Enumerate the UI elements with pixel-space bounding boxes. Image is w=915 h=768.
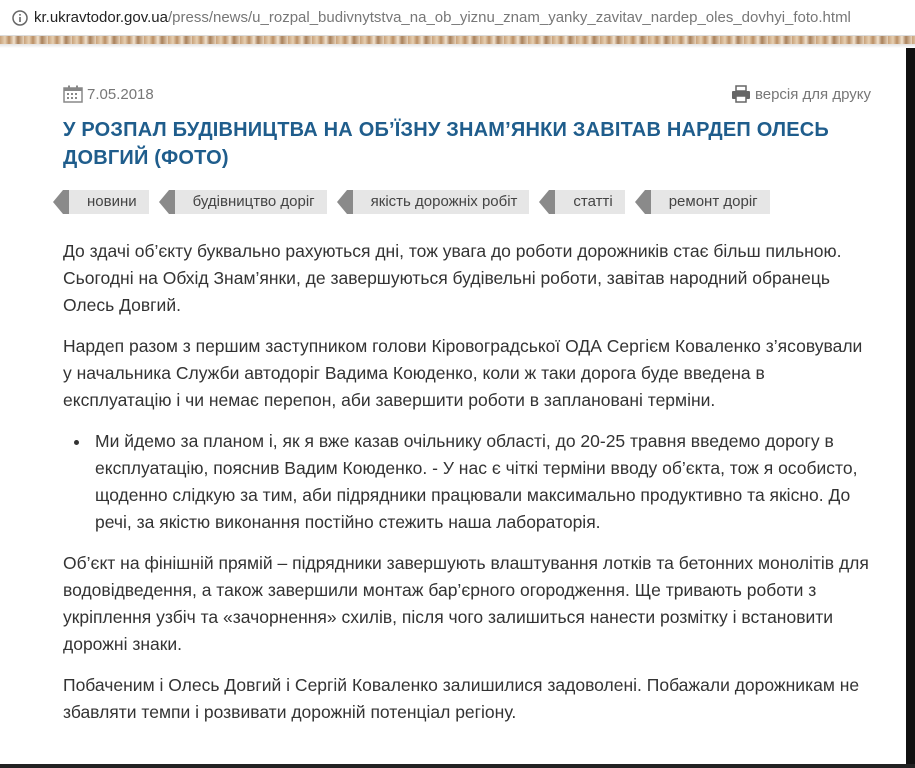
printer-icon (731, 85, 751, 103)
url-path: /press/news/u_rozpal_budivnytstva_na_ob_yiznu_znam_yanky_zavitav_nardep_oles_dovhyi_foto.html (167, 9, 851, 26)
paragraph: Побаченим і Олесь Довгий і Сергій Коваленко залишилися задоволені. Побажали дорожникам не збавляти темпи і розвивати дорожній потенціал регіону. (63, 675, 860, 722)
tag-road-repair[interactable]: ремонт доріг (645, 190, 770, 214)
print-version-link[interactable] (731, 85, 871, 103)
list-item: • Ми йдемо за планом і, як я вже казав очільнику області, до 20-25 травня введемо дорогу в експлуатацію, пояснив Вадим Коюденко. - У нас є чіткі терміни вводу об’єкта, тож я особисто, щоденно слідкую за тим, аби підрядники працювали максимально продуктивно та якісно. До речі, за якістю виконання постійно стежить наша лабораторія. (91, 428, 871, 536)
article-title: У РОЗПАЛ БУДІВНИЦТВА НА ОБ’ЇЗНУ ЗНАМ’ЯНКИ ЗАВІТАВ НАРДЕП ОЛЕСЬ ДОВГИЙ (ФОТО) (63, 119, 829, 169)
decorative-header-strip (0, 36, 915, 44)
article-date (63, 85, 154, 103)
tag-articles[interactable]: статті (549, 190, 624, 214)
paragraph: Об’єкт на фінішній прямій – підрядники завершують влаштування лотків та бетонних монолітів для водовідведення, а також завершили монтаж бар’єрного огородження. Ще тривають роботи з укріплення узбіч та «зачорнення» схилів, після чого залишиться нанести розмітку і встановити дорожні знаки. (63, 553, 869, 654)
tag-road-quality[interactable]: якість дорожніх робіт (347, 190, 530, 214)
article-meta (63, 80, 871, 108)
quote-list (63, 428, 871, 536)
article-container (63, 80, 871, 740)
date-text: 7.05.2018 (87, 85, 154, 103)
tag-news[interactable]: новини (63, 190, 149, 214)
tag-road-construction[interactable]: будівництво доріг (169, 190, 327, 214)
print-version-label: версія для друку (754, 85, 871, 103)
calendar-icon (63, 85, 83, 103)
paragraph: Нардеп разом з першим заступником голови Кіровоградської ОДА Сергієм Коваленко з’ясовували у начальника Служби автодоріг Вадима Коюденко, коли ж таки дорога буде введена в експлуатацію і чи немає перепон, аби завершити роботи в заплановані терміни. (63, 336, 863, 410)
address-bar[interactable] (0, 0, 915, 36)
article-body (63, 238, 871, 726)
window-bottom-edge (0, 764, 915, 768)
info-icon[interactable] (12, 10, 28, 26)
tag-list (63, 188, 871, 216)
paragraph: До здачі об’єкту буквально рахуються дні, тож увага до роботи дорожників стає більш пильною. Сьогодні на Обхід Знам’янки, де завершуються будівельні роботи, завітав народний обранець Олесь Довгий. (63, 241, 842, 315)
url-text[interactable] (34, 9, 851, 26)
url-host: kr.ukravtodor.gov.ua (34, 9, 168, 26)
header-shadow (0, 44, 915, 48)
window-edge (906, 48, 915, 768)
